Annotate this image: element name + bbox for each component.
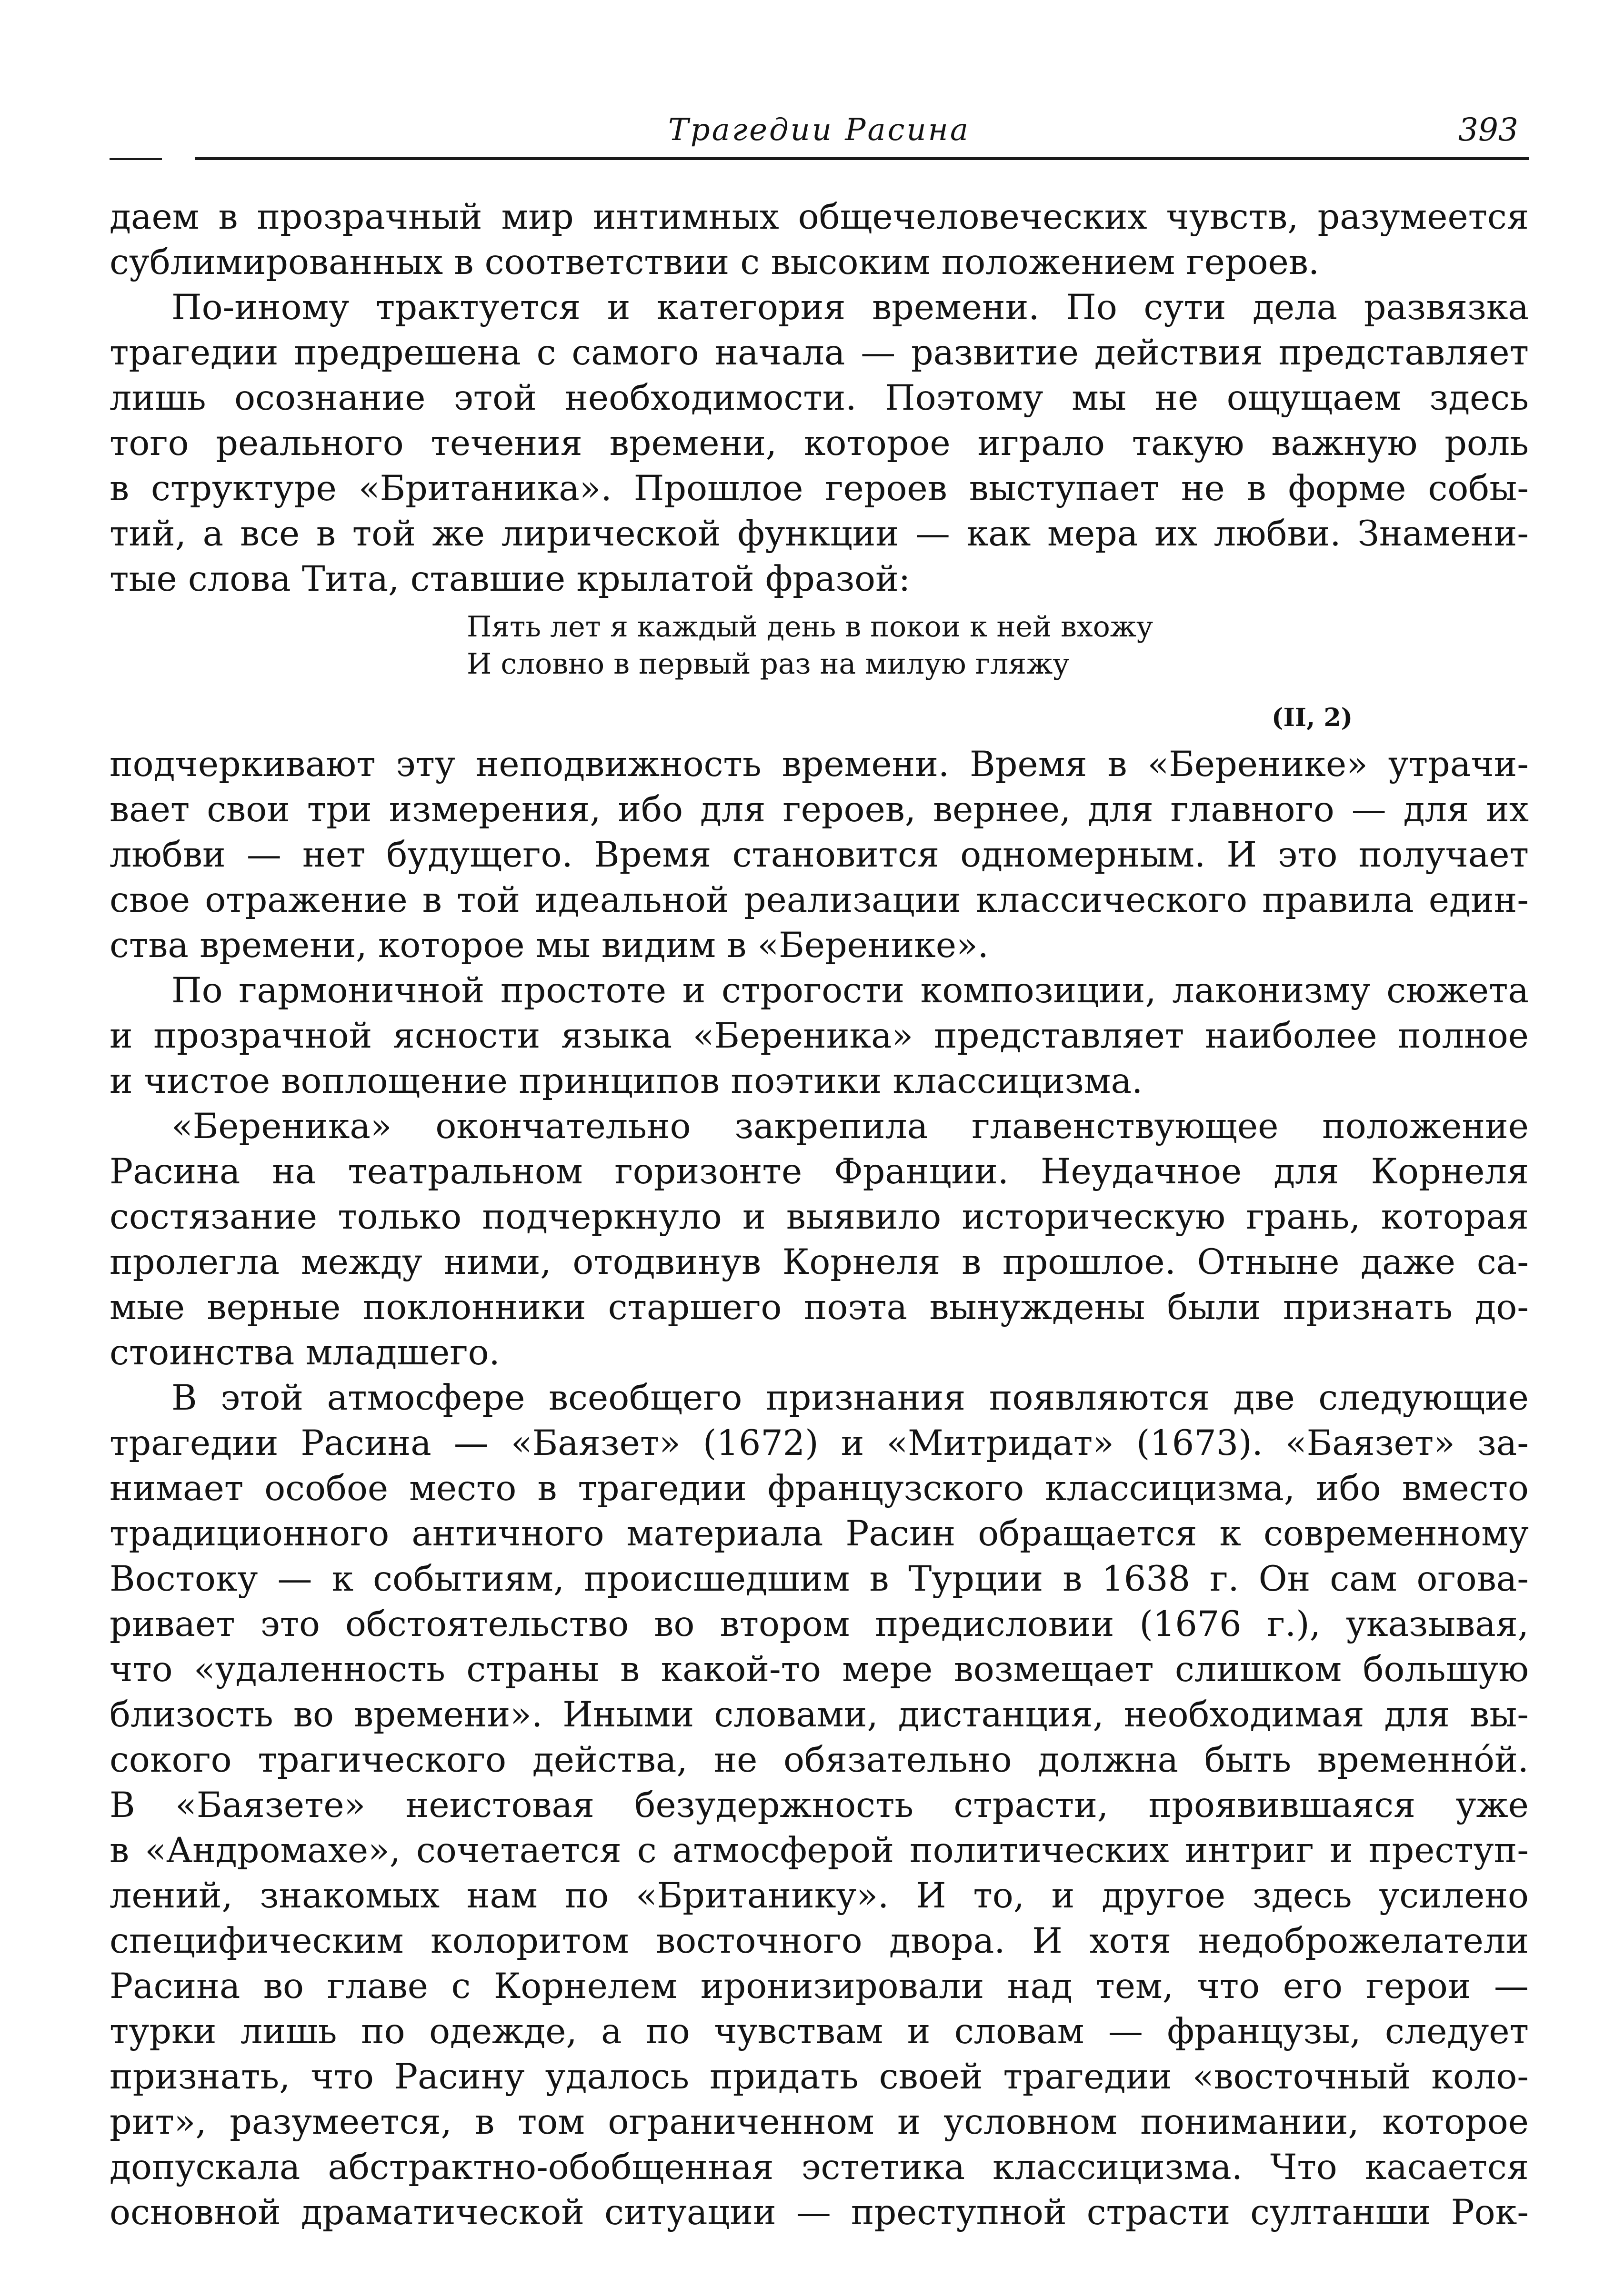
text-line: Востоку — к событиям, происшедшим в Турции в 1638 г. Он сам огова- [110,1559,1529,1599]
text-line: лений, знакомых нам по «Британику». И то, и другое здесь усилено [110,1876,1529,1916]
text-line: признать, что Расину удалось придать своей трагедии «восточный коло- [110,2057,1529,2097]
text-line: турки лишь по одежде, а по чувствам и словам — французы, следует [110,2011,1529,2052]
paragraph-3 [110,742,1529,968]
text-line: тые слова Тита, ставшие крылатой фразой: [110,559,911,599]
text-line: ривает это обстоятельство во втором предисловии (1676 г.), указывая, [110,1604,1529,1644]
text-line: трагедии Расина — «Баязет» (1672) и «Митридат» (1673). «Баязет» за- [110,1423,1529,1463]
paragraph-1 [110,194,1529,285]
text-line: сокого трагического действа, не обязательно должна быть временно́й. [110,1740,1529,1780]
verse-line: И словно в первый раз на милую гляжу [467,647,1070,681]
text-line: в структуре «Британика». Прошлое героев выступает не в форме собы- [110,468,1529,509]
header-rule-long-segment [195,157,1529,160]
text-line: стоинства младшего. [110,1332,500,1373]
text-line: тий, а все в той же лирической функции — как мера их любви. Знамени- [110,514,1529,554]
text-line: специфическим колоритом восточного двора. И хотя недоброжелатели [110,1921,1529,1961]
text-line: того реального течения времени, которое играло такую важную роль [110,423,1529,464]
page-number: 393 [1458,111,1518,148]
text-line: В этой атмосфере всеобщего признания появляются две следующие [171,1378,1529,1418]
text-line: лишь осознание этой необходимости. Поэтому мы не ощущаем здесь [110,378,1529,418]
text-line: пролегла между ними, отодвинув Корнеля в прошлое. Отныне даже са- [110,1242,1529,1282]
verse-quotation [110,608,1529,735]
paragraph-2 [110,285,1529,602]
text-line: В «Баязете» неистовая безудержность страсти, проявившаяся уже [110,1785,1529,1825]
text-line: состязание только подчеркнуло и выявило историческую грань, которая [110,1197,1529,1237]
paragraph-4 [110,968,1529,1104]
text-line: мые верные поклонники старшего поэта вынуждены были признать до- [110,1287,1529,1328]
text-line: и чистое воплощение принципов поэтики классицизма. [110,1061,1143,1101]
text-line: трагедии предрешена с самого начала — развитие действия представляет [110,333,1529,373]
text-line: рит», разумеется, в том ограниченном и условном понимании, которое [110,2102,1529,2142]
text-line: традиционного античного материала Расин обращается к современному [110,1513,1529,1554]
text-line: что «удаленность страны в какой-то мере возмещает слишком большую [110,1649,1529,1690]
text-line: Расина во главе с Корнелем иронизировали над тем, что его герои — [110,1966,1529,2007]
text-line: Расина на театральном горизонте Франции. Неудачное для Корнеля [110,1151,1529,1192]
text-line: подчеркивают эту неподвижность времени. Время в «Беренике» утрачи- [110,744,1529,785]
text-line: «Береника» окончательно закрепила главенствующее положение [171,1106,1529,1147]
text-line: ства времени, которое мы видим в «Беренике». [110,925,989,966]
text-line: близость во времени». Иными словами, дистанция, необходимая для вы- [110,1694,1529,1735]
text-line: и прозрачной ясности языка «Береника» представляет наиболее полное [110,1016,1529,1056]
paragraph-5 [110,1104,1529,1375]
text-line: основной драматической ситуации — преступной страсти султанши Рок- [110,2192,1529,2233]
body-text [110,194,1529,2235]
text-line: любви — нет будущего. Время становится одномерным. И это получает [110,835,1529,875]
text-line: сублимированных в соответствии с высоким положением героев. [110,242,1320,282]
paragraph-6 [110,1375,1529,2235]
text-line: нимает особое место в трагедии французского классицизма, ибо вместо [110,1468,1529,1509]
running-title: Трагедии Расина [668,112,970,148]
text-line: вает свои три измерения, ибо для героев, вернее, для главного — для их [110,789,1529,830]
text-line: допускала абстрактно-обобщенная эстетика классицизма. Что касается [110,2147,1529,2188]
text-line: По гармоничной простоте и строгости композиции, лаконизму сюжета [171,970,1529,1011]
verse-line: Пять лет я каждый день в покои к ней вхожу [467,610,1153,644]
text-line: свое отражение в той идеальной реализации классического правила един- [110,880,1529,920]
verse-reference: (II, 2) [1272,703,1353,732]
text-line: По-иному трактуется и категория времени. По сути дела развязка [171,287,1529,328]
text-line: в «Андромахе», сочетается с атмосферой политических интриг и преступ- [110,1830,1529,1871]
text-line: даем в прозрачный мир интимных общечеловеческих чувств, разумеется [110,197,1529,237]
page-header [110,109,1529,151]
header-rule-short-segment [110,158,162,160]
header-rule [110,157,1529,160]
